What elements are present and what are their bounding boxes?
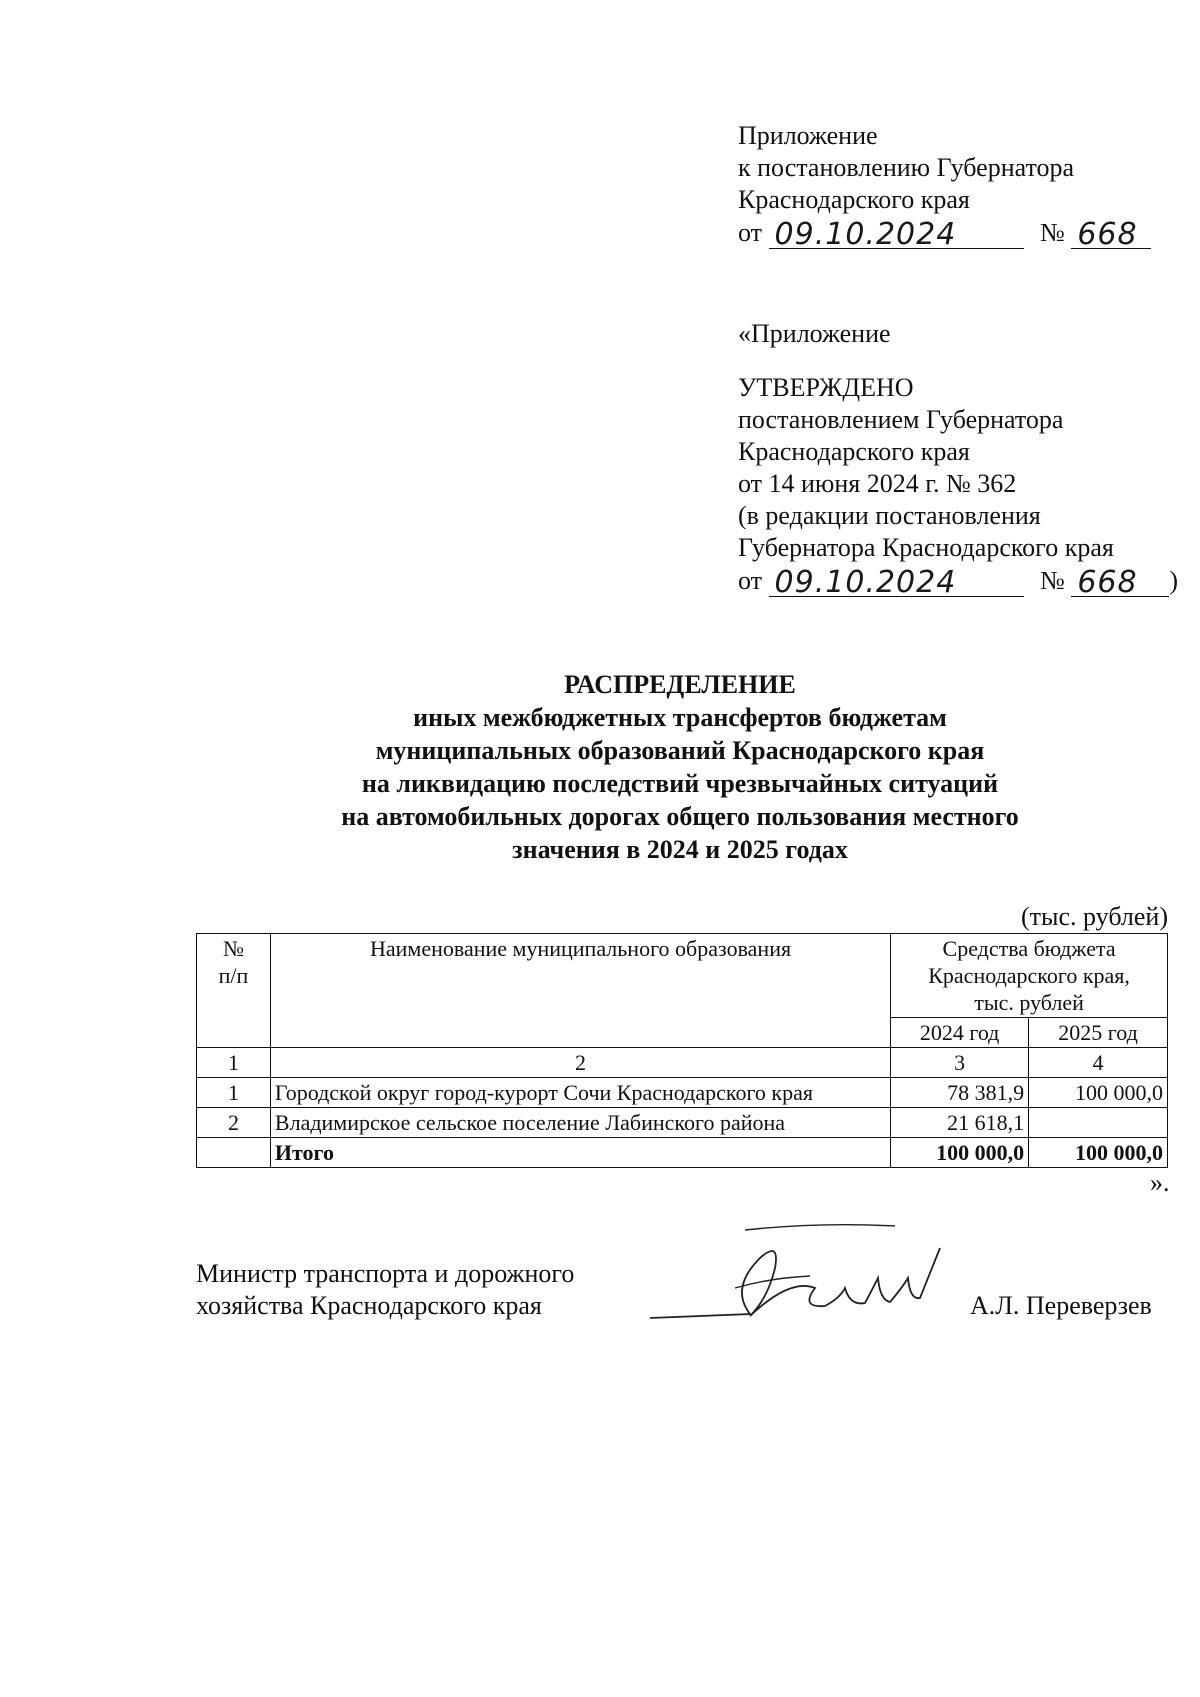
- header-funds-line-2: Краснодарского края,: [928, 963, 1130, 988]
- amount-2025: [1029, 1108, 1168, 1138]
- approved-stamp: УТВЕРЖДЕНО: [738, 373, 914, 402]
- approval-line-4: Краснодарского края: [738, 437, 970, 466]
- handwritten-number: 668: [1077, 217, 1138, 252]
- amount-2024: 21 618,1: [891, 1108, 1029, 1138]
- table-header-row: [197, 934, 1168, 1018]
- handwritten-date: 09.10.2024: [774, 217, 957, 252]
- approval-date-line: [738, 564, 1179, 600]
- title-line-4: на ликвидацию последствий чрезвычайных ситуаций: [361, 769, 999, 798]
- amount-2025: 100 000,0: [1029, 1078, 1168, 1108]
- units-label: (тыс. рублей): [1020, 902, 1168, 931]
- approval-appendix-label: «Приложение: [738, 319, 891, 348]
- approval-date-field: [769, 564, 1024, 600]
- document-title: [200, 668, 1160, 866]
- title-line-6: значения в 2024 и 2025 годах: [512, 835, 848, 864]
- approval-date-prefix: от: [738, 566, 763, 595]
- total-2024: 100 000,0: [891, 1138, 1029, 1168]
- signatory-name: А.Л. Переверзев: [970, 1291, 1152, 1320]
- title-line-3: муниципальных образований Краснодарского края: [375, 736, 985, 765]
- distribution-table: [196, 933, 1168, 1168]
- table-total-row: [197, 1138, 1168, 1168]
- total-2025: 100 000,0: [1029, 1138, 1168, 1168]
- appendix-header: [738, 120, 1151, 252]
- amount-2024: 78 381,9: [891, 1078, 1029, 1108]
- approval-number-prefix: №: [1040, 566, 1065, 595]
- index-cell: 1: [197, 1048, 271, 1078]
- table-index-row: [197, 1048, 1168, 1078]
- title-line-2: иных межбюджетных трансфертов бюджетам: [413, 703, 947, 732]
- position-line-2: хозяйства Краснодарского края: [196, 1291, 542, 1320]
- table-row: [197, 1078, 1168, 1108]
- approval-handwritten-number: 668: [1077, 565, 1138, 600]
- header-number-line-2: п/п: [218, 963, 249, 988]
- approval-block: [738, 318, 1179, 600]
- approval-number-field: [1071, 564, 1169, 600]
- handwritten-signature: [640, 1218, 960, 1338]
- approval-close-paren: ): [1169, 566, 1179, 595]
- appendix-label: Приложение: [738, 121, 878, 150]
- header-funds: [891, 934, 1168, 1018]
- header-2024: 2024 год: [891, 1018, 1029, 1048]
- approval-line-5: от 14 июня 2024 г. № 362: [738, 469, 1017, 498]
- index-cell: 4: [1029, 1048, 1168, 1078]
- index-cell: 2: [270, 1048, 890, 1078]
- municipality-name: Городской округ город-курорт Сочи Краснодарского края: [270, 1078, 890, 1108]
- approval-line-3: постановлением Губернатора: [738, 405, 1064, 434]
- total-empty-cell: [197, 1138, 271, 1168]
- index-cell: 3: [891, 1048, 1029, 1078]
- total-label: Итого: [270, 1138, 890, 1168]
- row-number: 1: [197, 1078, 271, 1108]
- date-prefix: от: [738, 218, 763, 247]
- header-number-line-1: №: [222, 936, 244, 961]
- row-number: 2: [197, 1108, 271, 1138]
- header-2025: 2025 год: [1029, 1018, 1168, 1048]
- approval-line-6: (в редакции постановления: [738, 501, 1041, 530]
- municipality-name: Владимирское сельское поселение Лабинского района: [270, 1108, 890, 1138]
- header-funds-line-3: тыс. рублей: [974, 990, 1084, 1015]
- position-line-1: Министр транспорта и дорожного: [196, 1259, 575, 1288]
- approval-line-7: Губернатора Краснодарского края: [738, 533, 1114, 562]
- appendix-date-line: [738, 216, 1151, 252]
- title-line-1: РАСПРЕДЕЛЕНИЕ: [564, 670, 796, 699]
- appendix-to-decree: к постановлению Губернатора: [738, 153, 1075, 182]
- signatory-position: [196, 1258, 574, 1322]
- approval-handwritten-date: 09.10.2024: [774, 565, 957, 600]
- appendix-region: Краснодарского края: [738, 185, 970, 214]
- number-prefix: №: [1040, 218, 1065, 247]
- date-field: [769, 216, 1024, 252]
- title-line-5: на автомобильных дорогах общего пользования местного: [341, 802, 1019, 831]
- header-number: [197, 934, 271, 1048]
- closing-quote-mark: ».: [1150, 1168, 1170, 1197]
- header-name: Наименование муниципального образования: [270, 934, 890, 1048]
- table-row: [197, 1108, 1168, 1138]
- number-field: [1071, 216, 1151, 252]
- header-funds-line-1: Средства бюджета: [942, 936, 1116, 961]
